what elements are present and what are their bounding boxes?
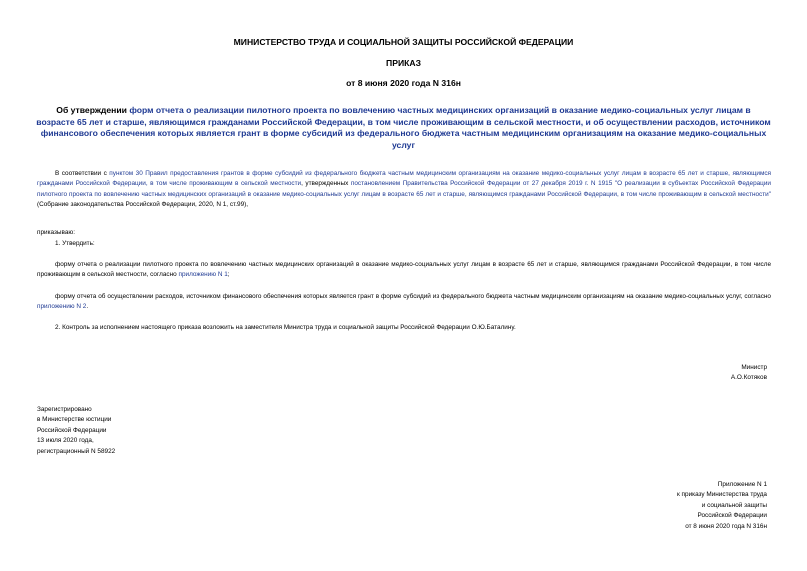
form-1-text: форму отчета о реализации пилотного проекта по вовлечению частных медицинских организаций в оказание медико-социальных услуг лицам в возрасте 65 лет и старше, являющимся гражданами Российской Федерации, в том числе проживающим в сельской местности, согласно (37, 261, 771, 279)
preamble-text-a: В соответствии с (55, 170, 110, 177)
ministry-heading: МИНИСТЕРСТВО ТРУДА И СОЦИАЛЬНОЙ ЗАЩИТЫ РОССИЙСКОЙ ФЕДЕРАЦИИ (233, 37, 574, 47)
signature-position: Министр (741, 364, 767, 371)
appendix-2-link[interactable]: приложению N 2 (37, 303, 87, 311)
preamble-text-b: , утвержденных (301, 180, 351, 188)
resolution-link[interactable]: постановлением Правительства Российской Федерации от 27 декабря 2019 г. N 1915 "О реализации в субъектах Российской Федерации пилотного проекта по вовлечению частных медицинских организаций в оказание медико-социальных услуг лицам в возрасте 65 лет и старше, являющимся гражданами Российской Федерации, в том числе проживающим в сельской местности" (37, 180, 771, 198)
rules-link[interactable]: пунктом 30 Правил предоставления грантов в форме субсидий из федерального бюджета частным медицинским организациям на оказание медико-социальных услуг лицам в возрасте 65 лет и старше, являющимся гражданами Российской Федерации, в том числе проживающим в сельской местности (37, 170, 772, 188)
registration-line-4: 13 июля 2020 года, (37, 437, 94, 445)
form-2-paragraph (37, 292, 771, 313)
appendix-line-3: и социальной защиты (701, 501, 767, 509)
signature-block (731, 363, 767, 384)
preamble-paragraph (37, 169, 771, 211)
signature-name: А.О.Котяков (730, 374, 767, 382)
appendix-line-4: Российской Федерации (697, 512, 767, 520)
form-1-paragraph (37, 260, 771, 281)
registration-line-1: Зарегистрировано (37, 406, 92, 413)
appendix-header (677, 480, 767, 532)
order-title (36, 105, 771, 151)
registration-line-5: регистрационный N 58922 (37, 447, 116, 455)
appendix-line-5: от 8 июня 2020 года N 316н (685, 522, 767, 530)
form-1-end: ; (227, 271, 230, 279)
appendix-line-2: к приказу Министерства труда (676, 491, 767, 499)
appendix-1-link[interactable]: приложению N 1 (178, 271, 228, 279)
title-link[interactable]: форм отчета о реализации пилотного проекта по вовлечению частных медицинских организаций в оказание медико-социальных услуг лицам в возрасте 65 лет и старше, являющимся гражданами Российской Федерации, в том числе проживающим в сельской местности, и об осуществлении расходов, источником финансового обеспечения которых является грант в форме субсидий из федерального бюджета частным медицинским организациям на оказание медико-социальных услуг (36, 105, 771, 150)
title-prefix: Об утверждении (56, 105, 130, 115)
registration-line-3: Российской Федерации (37, 426, 107, 434)
registration-block (37, 405, 115, 457)
form-2-end: . (86, 303, 89, 311)
date-number: от 8 июня 2020 года N 316н (346, 78, 461, 88)
item-1: 1. Утвердить: (55, 240, 95, 247)
item-2: 2. Контроль за исполнением настоящего приказа возложить на заместителя Министра труда и социальной защиты Российской Федерации О.Ю.Баталину. (55, 324, 516, 331)
appendix-line-1: Приложение N 1 (717, 481, 767, 488)
registration-line-2: в Министерстве юстиции (37, 416, 112, 424)
doc-type-heading: ПРИКАЗ (386, 58, 421, 68)
preamble-text-c: (Собрание законодательства Российской Федерации, 2020, N 1, ст.99), (37, 201, 249, 209)
orders-word: приказываю: (37, 229, 75, 236)
form-2-text: форму отчета об осуществлении расходов, источником финансового обеспечения которых является грант в форме субсидий из федерального бюджета частным медицинским организациям на оказание медико-социальных услуг, согласно (55, 293, 771, 300)
